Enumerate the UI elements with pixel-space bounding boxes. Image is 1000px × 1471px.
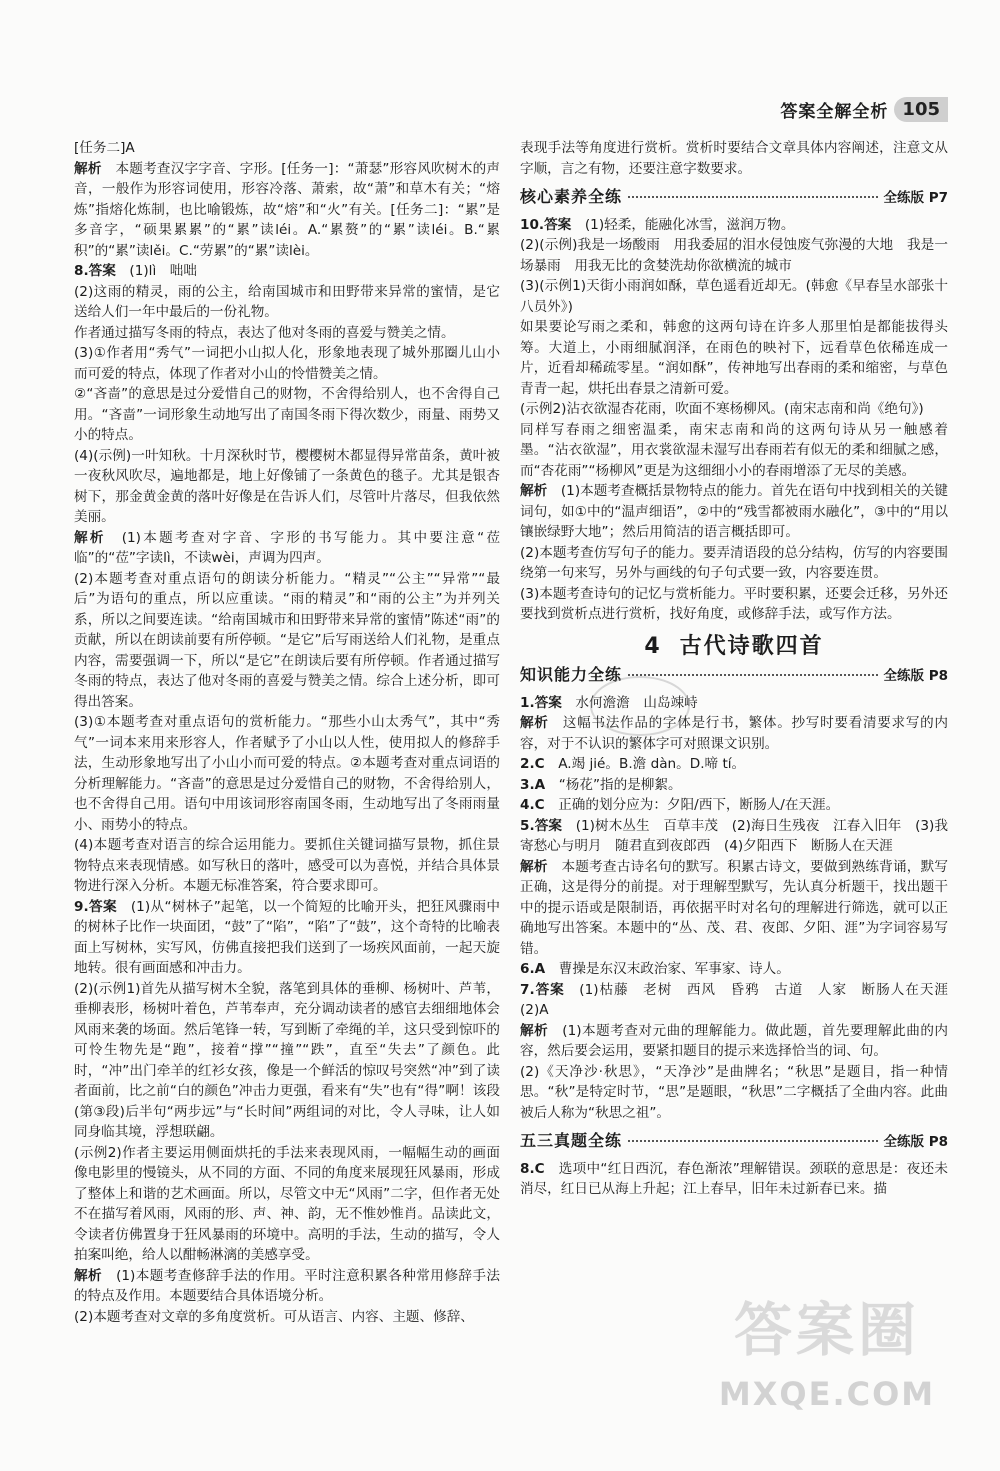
left-paragraph — [74, 528, 500, 569]
section-title: 核心素养全练 — [520, 187, 623, 206]
answer-label: 解析 — [74, 529, 122, 546]
right-paragraph — [520, 543, 948, 584]
right-paragraph — [520, 215, 948, 236]
paragraph-text: ②“吝啬”的意思是过分爱惜自己的财物，不舍得给别人，也不舍得自己用。“吝啬”一词形象生动地写出了南国冬雨下得次数少，雨量、雨势又小的特点。 — [74, 386, 500, 443]
section-page-ref: 全练版 P8 — [883, 668, 948, 684]
left-paragraph — [74, 323, 500, 344]
right-paragraph — [520, 959, 948, 980]
paragraph-text: (3)①本题考查对重点语句的赏析能力。“那些小山太秀气”，其中“秀气”一词本来用来形容人，作者赋予了小山以人性，使用拟人的修辞手法，生动形象地写出了小山小而可爱的特点。②本题考查对重点词语的分析理解能力。“吝啬”的意思是过分爱惜自己的财物，不舍得给别人，也不舍得自己用。语句中用该词形容南国冬雨，生动地写出了冬雨雨量小、雨势小的特点。 — [74, 714, 500, 833]
left-paragraph — [74, 138, 500, 159]
right-column — [520, 138, 962, 1200]
paragraph-text: (2)本题考查对文章的多角度赏析。可从语言、内容、主题、修辞、 — [74, 1308, 474, 1325]
lesson-title: 古代诗歌四首 — [679, 633, 824, 659]
lesson-heading — [520, 633, 948, 659]
right-paragraph — [520, 138, 948, 179]
left-paragraph — [74, 569, 500, 713]
paragraph-text: 正确的划分应为：夕阳/西下，断肠人/在天涯。 — [558, 797, 840, 813]
lesson-number: 4 — [644, 633, 662, 659]
answer-label: 3.A — [520, 776, 559, 793]
answer-label: 9.答案 — [74, 898, 131, 915]
answer-label: 解析 — [74, 1267, 117, 1284]
section-page-ref: 全练版 P7 — [883, 190, 948, 206]
right-paragraph — [520, 775, 948, 796]
answer-label: 7.答案 — [520, 981, 580, 998]
answer-label: 10.答案 — [520, 216, 585, 233]
paragraph-text: (2)(示例1)首先从描写树木全貌，落笔到具体的垂柳、杨树叶、芦苇，垂柳表形，杨树叶着色，芦苇奉声，充分调动读者的感官去细细地体会风雨来袭的场面。然后笔锋一转，写到断了牵绳的羊，这只受到惊吓的可怜生物先是“跑”，接着“撑”“撞”“跌”，直至“失去”了颜色。此时，“冲”出门牵羊的红衫女孩，像是一个鲜活的惊叹号突然“冲”到了读者面前，比之前“白的颜色”冲击力更强，看来有“失”也有“得”啊！该段(第③段)后半句“两步远”与“长时间”两组词的对比，令人寻味，让人如同身临其境，浮想联翩。 — [74, 980, 500, 1140]
paragraph-text: 如果要论写雨之柔和，韩愈的这两句诗在许多人那里怕是都能拔得头筹。大道上，小雨细腻润泽，在雨色的映衬下，远看草色依稀连成一片，近看却稀疏零星。“润如酥”，传神地写出春雨的柔和缩密，与草色青青一起，烘托出春景之清新可爱。 — [520, 319, 948, 397]
page-number: 105 — [894, 97, 948, 122]
watermark — [712, 1283, 942, 1443]
answer-label: 解析 — [520, 715, 563, 731]
paragraph-text: 选项中“红日西沉，春色渐浓”理解错误。颈联的意思是：夜还未消尽，红日已从海上升起；江上春早，旧年未过新春已来。描 — [520, 1160, 948, 1197]
paragraph-text: 这幅书法作品的字体是行书，繁体。抄写时要看清要求写的内容，对于不认识的繁体字可对照课文识别。 — [520, 715, 949, 752]
left-paragraph — [74, 897, 500, 979]
right-paragraph — [520, 276, 948, 317]
section-banner — [520, 1131, 948, 1153]
right-paragraph — [520, 420, 948, 482]
answer-label: 6.A — [520, 961, 559, 977]
answer-label: 8.答案 — [74, 263, 130, 279]
paragraph-text: (2)这雨的精灵，雨的公主，给南国城市和田野带来异常的蜜情，是它送给人们一年中最后的一份礼物。 — [74, 283, 500, 320]
paragraph-text: 表现手法等角度进行赏析。赏析时要结合文章具体内容阐述，注意文从字顺，言之有物，还要注意字数要求。 — [520, 140, 948, 177]
paragraph-text: (1)本题考查修辞手法的作用。平时注意积累各种常用修辞手法的特点及作用。本题要结合具体语境分析。 — [74, 1267, 500, 1304]
right-paragraph — [520, 713, 948, 754]
right-paragraph — [520, 1021, 948, 1062]
left-paragraph — [74, 343, 500, 384]
paragraph-text: 本题考查汉字字音、字形。[任务一]：“萧瑟”形容风吹树木的声音，一般作为形容词使用，形容冷落、萧索，故“萧”和草木有关；“熔炼”指熔化炼制，也比喻锻炼，故“熔”和“火”有关。[任务二]：“累”是多音字，“硕果累累”的“累”读léi。A.“累赘”的“累”读léi。B.“累积”的“累”读lěi。C.“劳累”的“累”读lèi。 — [74, 160, 500, 259]
paragraph-text: 水何澹澹 山岛竦峙 — [575, 694, 698, 711]
answer-label: 2.C — [520, 756, 559, 772]
paragraph-text: (2)本题考查仿写句子的能力。要弄清语段的总分结构，仿写的内容要围绕第一句来写，另外与画线的句子句式要一致，内容要连贯。 — [520, 544, 948, 581]
paragraph-text: A.竭 jié。B.澹 dàn。D.啼 tí。 — [558, 756, 746, 772]
right-paragraph — [520, 795, 948, 816]
right-paragraph — [520, 1062, 948, 1124]
paragraph-text: (1)本题考查对元曲的理解能力。做此题，首先要理解此曲的内容，然后要会运用，要紧扣题目的提示来选择恰当的词、句。 — [520, 1022, 949, 1059]
right-paragraph — [520, 584, 948, 625]
dotted-leader — [628, 196, 877, 198]
paragraph-text: 作者通过描写冬雨的特点，表达了他对冬雨的喜爱与赞美之情。 — [74, 324, 455, 341]
section-title: 知识能力全练 — [520, 665, 623, 684]
left-paragraph — [74, 282, 500, 323]
answer-label: 1.答案 — [520, 694, 576, 711]
right-paragraph — [520, 399, 948, 420]
left-paragraph — [74, 712, 500, 835]
section-banner — [520, 665, 948, 687]
left-paragraph — [74, 159, 500, 262]
left-paragraph — [74, 261, 500, 282]
paragraph-text: (3)本题考查诗句的记忆与赏析能力。平时要积累，还要会迁移，另外还要找到赏析点进行赏析，找好角度，或修辞手法，或写作方法。 — [520, 585, 948, 622]
paragraph-text: (1)树木丛生 百草丰茂 (2)海日生残夜 江春入旧年 (3)我寄愁心与明月 随君直到夜郎西 (4)夕阳西下 断肠人在天涯 — [520, 817, 949, 854]
dotted-leader — [628, 674, 877, 676]
watermark-logo-text: 答案圈 — [733, 1296, 920, 1364]
answer-label: 解析 — [74, 160, 116, 177]
paragraph-text: 同样写春雨之细密温柔，南宋志南和尚的这两句诗从另一触感着墨。“沾衣欲湿”，用衣裳欲湿未湿写出春雨若有似无的柔和细腻之感，而“杏花雨”“杨柳风”更是为这细细小小的春雨增添了无尽的美感。 — [520, 421, 948, 479]
paragraph-text: (示例2)沾衣欲湿杏花雨，吹面不寒杨柳风。(南宋志南和尚《绝句》) — [520, 401, 924, 417]
answer-label: 解析 — [520, 858, 562, 875]
paragraph-text: (4)本题考查对语言的综合运用能力。要抓住关键词描写景物，抓住景物特点来表现情感。如写秋日的落叶，感受可以为喜悦，并结合具体景物进行深入分析。本题无标准答案，符合要求即可。 — [74, 837, 500, 894]
paragraph-text: (3)(示例1)天街小雨润如酥，草色遥看近却无。(韩愈《早春呈水部张十八员外》) — [520, 278, 948, 315]
paragraph-text: (2)《天净沙·秋思》，“天净沙”是曲牌名；“秋思”是题目，指一种情思。“秋”是特定时节，“思”是题眼，“秋思”二字概括了全曲内容。此曲被后人称为“秋思之祖”。 — [520, 1063, 948, 1121]
left-paragraph — [74, 1266, 500, 1307]
section-banner — [520, 187, 948, 209]
section-title: 五三真题全练 — [520, 1131, 623, 1150]
paragraph-text: (示例2)作者主要运用侧面烘托的手法来表现风雨，一幅幅生动的画面像电影里的慢镜头，从不同的方面、不同的角度来展现狂风暴雨，形成了整体上和谐的艺术画面。所以，尽管文中无“风雨”二字，但作者无处不在描写着风雨，风雨的形、声、神、韵，无不惟妙惟肖。品读此文，令读者仿佛置身于狂风暴雨的环境中。高明的手法，生动的描写，令人拍案叫绝，给人以酣畅淋漓的美感享受。 — [74, 1144, 500, 1263]
faint-stamp-mark — [590, 676, 690, 736]
header-title: 答案全解全析 — [780, 101, 889, 122]
answer-label: 解析 — [520, 483, 561, 499]
right-paragraph — [520, 1159, 948, 1200]
left-paragraph — [74, 446, 500, 528]
paragraph-text: (4)(示例)一叶知秋。十月深秋时节，樱樱树木都显得异常苗条，黄叶被一夜秋风吹尽，遍地都是，地上好像铺了一条黄色的毯子。尤其是银杏树下，那金黄金黄的落叶好像是在告诉人们，尽管叶片落尽，但我依然美丽。 — [74, 447, 500, 525]
left-column — [74, 138, 500, 1327]
paragraph-text: (1)lì 咄咄 — [129, 263, 197, 279]
left-paragraph — [74, 1143, 500, 1266]
right-paragraph — [520, 980, 962, 1021]
paragraph-text: “杨花”指的是柳絮。 — [558, 776, 682, 793]
right-paragraph — [520, 693, 948, 714]
answer-label: 8.C — [520, 1160, 559, 1177]
paragraph-text: (1)轻柔，能融化冰雪，滋润万物。 — [584, 216, 795, 233]
paragraph-text: 本题考查古诗名句的默写。积累古诗文，要做到熟练背诵，默写正确，这是得分的前提。对于理解型默写，先认真分析题干，找出题干中的提示语或是限制语，再依据平时对名句的理解进行筛选，就可以正确地写出答案。本题中的“丛、茂、君、夜郎、夕阳、涯”为字词容易写错。 — [520, 858, 949, 957]
answer-label: 4.C — [520, 797, 559, 813]
paragraph-text: (3)①作者用“秀气”一词把小山拟人化，形象地表现了城外那圈儿山小而可爱的特点，体现了作者对小山的怜惜赞美之情。 — [74, 345, 500, 382]
paragraph-text: 曹操是东汉末政治家、军事家、诗人。 — [558, 961, 790, 977]
right-paragraph — [520, 816, 948, 857]
watermark-url: MXQE.COM — [718, 1375, 936, 1413]
paragraph-text: (1)枯藤 老树 西风 昏鸦 古道 人家 断肠人在天涯 (2)A — [520, 981, 962, 1018]
paragraph-text: (1)本题考查概括景物特点的能力。首先在语句中找到相关的关键词句，如①中的“温声细语”，②中的“残雪都被雨水融化”，③中的“用以镶嵌绿野大地”；然后用简洁的语言概括即可。 — [520, 483, 948, 540]
right-paragraph — [520, 317, 948, 399]
dotted-leader — [628, 1140, 877, 1142]
left-paragraph — [74, 384, 500, 446]
paragraph-text: (1)从“树林子”起笔，以一个简短的比喻开头，把狂风骤雨中的树林子比作一块面团，“鼓”了“陷”，“陷”了“鼓”，这个奇特的比喻表面上写树林，实写风，仿佛直接把我们送到了一场疾风面前，一起天旋地转。很有画面感和冲击力。 — [74, 898, 500, 976]
right-paragraph — [520, 857, 948, 960]
right-paragraph — [520, 235, 948, 276]
section-page-ref: 全练版 P8 — [883, 1134, 948, 1150]
page-header — [780, 92, 948, 126]
left-paragraph — [74, 979, 500, 1143]
paragraph-text: (1)本题考查对字音、字形的书写能力。其中要注意“莅临”的“莅”字读lì，不读wèi，声调为四声。 — [74, 529, 501, 566]
right-paragraph — [520, 481, 948, 543]
right-paragraph — [520, 754, 948, 775]
left-paragraph — [74, 835, 500, 897]
paragraph-text: (2)(示例)我是一场酸雨 用我委屈的泪水侵蚀废气弥漫的大地 我是一场暴雨 用我无比的贪婪洗劫你欲横流的城市 — [520, 237, 948, 274]
answer-label: 解析 — [520, 1022, 563, 1039]
left-paragraph — [74, 1307, 500, 1328]
paragraph-text: [任务二]A — [74, 140, 135, 156]
paragraph-text: (2)本题考查对重点语句的朗读分析能力。“精灵”“公主”“异常”“最后”为语句的重点，所以应重读。“雨的精灵”和“雨的公主”为并列关系，所以之间要连读。“给南国城市和田野带来异常的蜜情”陈述“雨”的贡献，所以在朗读前要有所停顿。“是它”后写雨送给人们礼物，是重点内容，需要强调一下，所以“是它”在朗读后要有所停顿。作者通过描写冬雨的特点，表达了他对冬雨的喜爱与赞美之情。综合上述分析，即可得出答案。 — [74, 570, 500, 710]
answer-label: 5.答案 — [520, 817, 576, 834]
